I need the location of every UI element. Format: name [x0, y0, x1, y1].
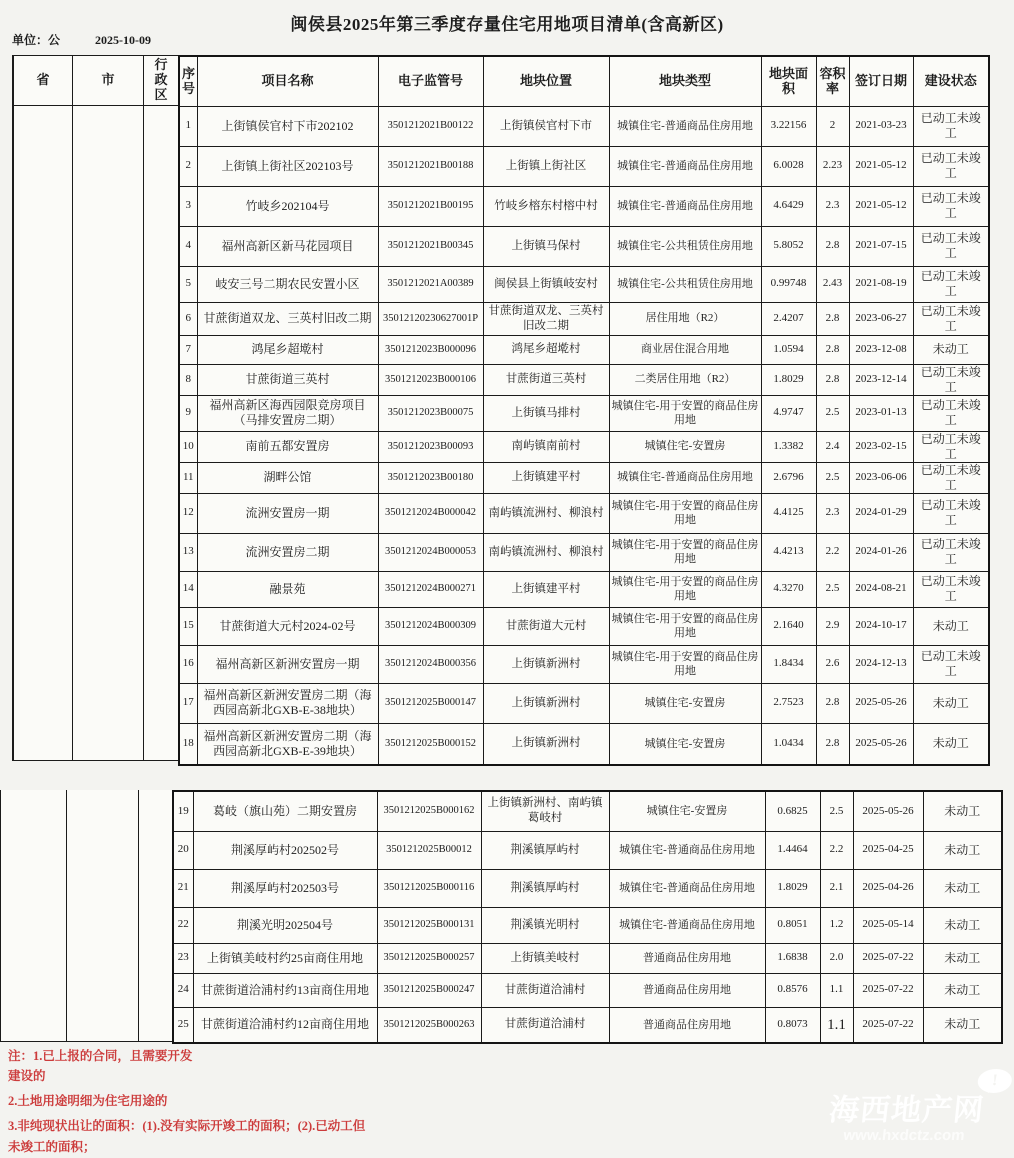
cell-location: 上街镇马排村 [483, 395, 609, 431]
cell-index: 18 [179, 723, 197, 765]
table-row [179, 723, 989, 765]
cell-index: 25 [173, 1007, 193, 1043]
cell-location: 上街镇美岐村 [481, 943, 609, 973]
cell-index: 4 [179, 226, 197, 266]
cell-far: 2.8 [816, 723, 849, 765]
footnotes [8, 1047, 648, 1158]
cell-far: 2.2 [816, 533, 849, 571]
cell-project-name: 流洲安置房二期 [197, 533, 378, 571]
cell-plot-type: 城镇住宅-普通商品住房用地 [609, 462, 761, 493]
cell-sign-date: 2021-05-12 [849, 146, 913, 186]
cell-status: 未动工 [923, 791, 1002, 831]
table-row [179, 226, 989, 266]
cell-location: 南屿镇流洲村、柳浪村 [483, 533, 609, 571]
cell-plot-type: 城镇住宅-用于安置的商品住房用地 [609, 645, 761, 683]
cell-plot-type: 普通商品住房用地 [609, 1007, 765, 1043]
cell-sign-date: 2025-07-22 [853, 1007, 923, 1043]
cell-index: 20 [173, 831, 193, 869]
cell-supervision-code: 3501212024B000271 [378, 571, 483, 607]
cell-plot-type: 城镇住宅-安置房 [609, 431, 761, 462]
cell-supervision-code: 3501212024B000042 [378, 493, 483, 533]
table-row [173, 973, 1002, 1007]
cell-project-name: 甘蔗街道三英村 [197, 364, 378, 395]
table-row [173, 869, 1002, 907]
table-row [179, 493, 989, 533]
cell-far: 2.3 [816, 186, 849, 226]
column-city-section1 [72, 55, 144, 761]
cell-location: 甘蔗街道洽浦村 [481, 1007, 609, 1043]
cell-supervision-code: 3501212023B000106 [378, 364, 483, 395]
cell-plot-area: 2.6796 [761, 462, 816, 493]
cell-plot-type: 城镇住宅-公共租赁住房用地 [609, 226, 761, 266]
cell-location: 上街镇上街社区 [483, 146, 609, 186]
cell-project-name: 福州高新区新洲安置房二期（海西园高新北GXB-E-39地块） [197, 723, 378, 765]
cell-index: 10 [179, 431, 197, 462]
cell-status: 已动工未竣工 [913, 106, 989, 146]
table-row [179, 364, 989, 395]
meta-line [12, 31, 151, 48]
cell-index: 24 [173, 973, 193, 1007]
cell-location: 上街镇马保村 [483, 226, 609, 266]
cell-index: 21 [173, 869, 193, 907]
cell-far: 2.43 [816, 266, 849, 302]
cell-supervision-code: 3501212025B000116 [377, 869, 481, 907]
cell-index: 6 [179, 302, 197, 335]
cell-project-name: 荆溪厚屿村202502号 [193, 831, 377, 869]
cell-plot-type: 城镇住宅-普通商品住房用地 [609, 831, 765, 869]
cell-sign-date: 2023-02-15 [849, 431, 913, 462]
cell-plot-type: 城镇住宅-用于安置的商品住房用地 [609, 571, 761, 607]
cell-location: 甘蔗街道洽浦村 [481, 973, 609, 1007]
table-row [179, 106, 989, 146]
cell-sign-date: 2024-10-17 [849, 607, 913, 645]
cell-far: 2.5 [820, 791, 853, 831]
cell-plot-area: 6.0028 [761, 146, 816, 186]
cell-location: 荆溪镇厚屿村 [481, 831, 609, 869]
cell-plot-type: 城镇住宅-安置房 [609, 791, 765, 831]
cell-plot-type: 商业居住混合用地 [609, 335, 761, 364]
cell-project-name: 甘蔗街道洽浦村约13亩商住用地 [193, 973, 377, 1007]
cell-sign-date: 2021-07-15 [849, 226, 913, 266]
cell-sign-date: 2025-04-25 [853, 831, 923, 869]
cell-plot-area: 1.6838 [765, 943, 820, 973]
cell-plot-type: 城镇住宅-用于安置的商品住房用地 [609, 607, 761, 645]
cell-supervision-code: 3501212025B00012 [377, 831, 481, 869]
cell-supervision-code: 3501212025B000147 [378, 683, 483, 723]
cell-status: 已动工未竣工 [913, 462, 989, 493]
unit-label: 单位：公 [12, 33, 61, 47]
cell-location: 南屿镇南前村 [483, 431, 609, 462]
cell-plot-type: 二类居住用地（R2） [609, 364, 761, 395]
table-row [179, 335, 989, 364]
cell-project-name: 福州高新区新洲安置房二期（海西园高新北GXB-E-38地块） [197, 683, 378, 723]
cell-plot-type: 城镇住宅-普通商品住房用地 [609, 907, 765, 943]
cell-index: 19 [173, 791, 193, 831]
cell-project-name: 湖畔公馆 [197, 462, 378, 493]
cell-plot-type: 城镇住宅-用于安置的商品住房用地 [609, 493, 761, 533]
cell-supervision-code: 3501212021B00188 [378, 146, 483, 186]
footnote-line: 未竣工的面积； [8, 1139, 96, 1154]
watermark-site-name: 海西地产网 [827, 1094, 986, 1127]
cell-index: 23 [173, 943, 193, 973]
cell-plot-area: 0.6825 [765, 791, 820, 831]
cell-plot-area: 1.8434 [761, 645, 816, 683]
cell-supervision-code: 3501212025B000131 [377, 907, 481, 943]
header-location: 地块位置 [483, 56, 609, 106]
cell-project-name: 福州高新区新洲安置房一期 [197, 645, 378, 683]
table-row [179, 431, 989, 462]
cell-location: 竹岐乡榕东村榕中村 [483, 186, 609, 226]
cell-plot-area: 0.99748 [761, 266, 816, 302]
table-row [179, 533, 989, 571]
footnote-line: 3.非纯现状出让的面积：(1).没有实际开竣工的面积；(2).已动工但 [8, 1119, 366, 1134]
cell-project-name: 葛岐（旗山苑）二期安置房 [193, 791, 377, 831]
cell-sign-date: 2021-03-23 [849, 106, 913, 146]
cell-sign-date: 2021-08-19 [849, 266, 913, 302]
cell-index: 16 [179, 645, 197, 683]
header-district: 行政区 [144, 56, 178, 106]
cell-far: 2.8 [816, 302, 849, 335]
header-far: 容积率 [816, 56, 849, 106]
header-supervision-code: 电子监管号 [378, 56, 483, 106]
cell-project-name: 甘蔗街道大元村2024-02号 [197, 607, 378, 645]
cell-project-name: 福州高新区海西园限竞房项目（马排安置房二期） [197, 395, 378, 431]
header-city: 市 [73, 56, 143, 106]
cell-status: 已动工未竣工 [913, 266, 989, 302]
table-row [173, 791, 1002, 831]
table-row [173, 1007, 1002, 1043]
table-row [179, 607, 989, 645]
cell-plot-area: 4.4213 [761, 533, 816, 571]
cell-far: 2.3 [816, 493, 849, 533]
cell-index: 7 [179, 335, 197, 364]
cell-sign-date: 2023-12-14 [849, 364, 913, 395]
cell-far: 2.1 [820, 869, 853, 907]
header-index: 序号 [179, 56, 197, 106]
cell-status: 未动工 [923, 1007, 1002, 1043]
cell-far: 2.23 [816, 146, 849, 186]
cell-project-name: 荆溪光明202504号 [193, 907, 377, 943]
cell-plot-area: 1.4464 [765, 831, 820, 869]
cell-plot-area: 2.7523 [761, 683, 816, 723]
cell-status: 未动工 [923, 943, 1002, 973]
header-plot-area: 地块面积 [761, 56, 816, 106]
cell-sign-date: 2024-01-26 [849, 533, 913, 571]
cell-location: 荆溪镇光明村 [481, 907, 609, 943]
table-row [179, 146, 989, 186]
cell-plot-type: 城镇住宅-安置房 [609, 723, 761, 765]
table-row [179, 683, 989, 723]
cell-index: 17 [179, 683, 197, 723]
cell-location: 鸿尾乡超墘村 [483, 335, 609, 364]
cell-far: 2.2 [820, 831, 853, 869]
header-sign-date: 签订日期 [849, 56, 913, 106]
cell-far: 2.8 [816, 683, 849, 723]
cell-project-name: 上街镇侯官村下市202102 [197, 106, 378, 146]
cell-plot-area: 2.4207 [761, 302, 816, 335]
cell-location: 荆溪镇厚屿村 [481, 869, 609, 907]
cell-project-name: 流洲安置房一期 [197, 493, 378, 533]
cell-status: 未动工 [913, 723, 989, 765]
cell-supervision-code: 3501212025B000152 [378, 723, 483, 765]
cell-project-name: 鸿尾乡超墘村 [197, 335, 378, 364]
cell-supervision-code: 3501212025B000247 [377, 973, 481, 1007]
page-title: 闽侯县2025年第三季度存量住宅用地项目清单(含高新区) [290, 15, 724, 34]
cell-status: 未动工 [913, 683, 989, 723]
column-city-section2 [66, 790, 139, 1042]
cell-sign-date: 2025-04-26 [853, 869, 923, 907]
cell-far: 2 [816, 106, 849, 146]
cell-index: 13 [179, 533, 197, 571]
cell-supervision-code: 3501212024B000309 [378, 607, 483, 645]
cell-supervision-code: 3501212024B000356 [378, 645, 483, 683]
cell-status: 已动工未竣工 [913, 186, 989, 226]
cell-far: 2.9 [816, 607, 849, 645]
cell-supervision-code: 35012120230627001P [378, 302, 483, 335]
cell-status: 已动工未竣工 [913, 533, 989, 571]
table-row [173, 831, 1002, 869]
cell-status: 未动工 [923, 869, 1002, 907]
watermark-exclamation-glyph: ! [991, 1072, 999, 1089]
cell-plot-type: 城镇住宅-用于安置的商品住房用地 [609, 533, 761, 571]
cell-status: 已动工未竣工 [913, 146, 989, 186]
cell-far: 2.5 [816, 571, 849, 607]
cell-location: 甘蔗街道双龙、三英村旧改二期 [483, 302, 609, 335]
cell-project-name: 岐安三号二期农民安置小区 [197, 266, 378, 302]
cell-status: 已动工未竣工 [913, 395, 989, 431]
cell-status: 已动工未竣工 [913, 226, 989, 266]
cell-plot-area: 0.8051 [765, 907, 820, 943]
watermark [803, 1072, 1010, 1149]
cell-location: 上街镇新洲村、南屿镇葛岐村 [481, 791, 609, 831]
cell-project-name: 荆溪厚屿村202503号 [193, 869, 377, 907]
table-row [179, 395, 989, 431]
table-row [179, 462, 989, 493]
cell-plot-area: 0.8073 [765, 1007, 820, 1043]
table-row [179, 571, 989, 607]
cell-status: 未动工 [923, 831, 1002, 869]
land-projects-table-section2 [172, 790, 1003, 1044]
cell-sign-date: 2023-06-27 [849, 302, 913, 335]
cell-location: 上街镇建平村 [483, 462, 609, 493]
cell-plot-area: 4.6429 [761, 186, 816, 226]
cell-location: 上街镇新洲村 [483, 683, 609, 723]
cell-plot-area: 4.3270 [761, 571, 816, 607]
cell-plot-type: 城镇住宅-用于安置的商品住房用地 [609, 395, 761, 431]
cell-plot-type: 普通商品住房用地 [609, 943, 765, 973]
cell-index: 12 [179, 493, 197, 533]
cell-supervision-code: 3501212023B00093 [378, 431, 483, 462]
cell-sign-date: 2025-05-14 [853, 907, 923, 943]
column-district-section2 [138, 790, 173, 1042]
footnote-line: 注：1.已上报的合同，且需要开发 [8, 1049, 193, 1063]
cell-index: 5 [179, 266, 197, 302]
header-project-name: 项目名称 [197, 56, 378, 106]
cell-plot-area: 1.8029 [765, 869, 820, 907]
cell-status: 已动工未竣工 [913, 431, 989, 462]
cell-location: 上街镇建平村 [483, 571, 609, 607]
cell-supervision-code: 3501212024B000053 [378, 533, 483, 571]
cell-status: 未动工 [923, 973, 1002, 1007]
cell-plot-type: 城镇住宅-普通商品住房用地 [609, 186, 761, 226]
cell-supervision-code: 3501212021A00389 [378, 266, 483, 302]
cell-location: 甘蔗街道三英村 [483, 364, 609, 395]
cell-index: 11 [179, 462, 197, 493]
cell-plot-type: 居住用地（R2） [609, 302, 761, 335]
cell-sign-date: 2025-05-26 [849, 683, 913, 723]
cell-far: 2.5 [816, 395, 849, 431]
cell-index: 9 [179, 395, 197, 431]
cell-status: 已动工未竣工 [913, 493, 989, 533]
cell-status: 已动工未竣工 [913, 571, 989, 607]
cell-sign-date: 2023-06-06 [849, 462, 913, 493]
cell-status: 未动工 [923, 907, 1002, 943]
cell-far: 2.8 [816, 226, 849, 266]
table-row [179, 302, 989, 335]
cell-plot-area: 1.0434 [761, 723, 816, 765]
cell-sign-date: 2025-07-22 [853, 943, 923, 973]
cell-location: 上街镇新洲村 [483, 645, 609, 683]
column-province-section1 [12, 55, 73, 761]
cell-supervision-code: 3501212023B00075 [378, 395, 483, 431]
cell-plot-area: 1.3382 [761, 431, 816, 462]
cell-project-name: 上街镇上街社区202103号 [197, 146, 378, 186]
cell-status: 已动工未竣工 [913, 302, 989, 335]
cell-plot-area: 4.9747 [761, 395, 816, 431]
cell-far: 1.1 [820, 973, 853, 1007]
cell-plot-area: 1.8029 [761, 364, 816, 395]
cell-plot-type: 城镇住宅-普通商品住房用地 [609, 869, 765, 907]
cell-sign-date: 2023-01-13 [849, 395, 913, 431]
cell-plot-area: 5.8052 [761, 226, 816, 266]
cell-status: 未动工 [913, 607, 989, 645]
cell-project-name: 福州高新区新马花园项目 [197, 226, 378, 266]
cell-sign-date: 2024-08-21 [849, 571, 913, 607]
cell-sign-date: 2024-01-29 [849, 493, 913, 533]
cell-index: 8 [179, 364, 197, 395]
cell-far: 2.4 [816, 431, 849, 462]
cell-sign-date: 2021-05-12 [849, 186, 913, 226]
cell-far: 2.6 [816, 645, 849, 683]
land-projects-table-section1 [178, 55, 990, 766]
cell-index: 2 [179, 146, 197, 186]
cell-sign-date: 2025-05-26 [853, 791, 923, 831]
cell-far: 2.8 [816, 335, 849, 364]
cell-plot-area: 0.8576 [765, 973, 820, 1007]
cell-index: 15 [179, 607, 197, 645]
cell-supervision-code: 3501212023B00180 [378, 462, 483, 493]
cell-far: 2.5 [816, 462, 849, 493]
cell-index: 14 [179, 571, 197, 607]
footnote-line: 2.土地用途明细为住宅用途的 [8, 1094, 168, 1109]
cell-supervision-code: 3501212025B000162 [377, 791, 481, 831]
cell-plot-area: 2.1640 [761, 607, 816, 645]
cell-location: 甘蔗街道大元村 [483, 607, 609, 645]
cell-sign-date: 2023-12-08 [849, 335, 913, 364]
cell-plot-type: 城镇住宅-普通商品住房用地 [609, 146, 761, 186]
cell-plot-area: 1.0594 [761, 335, 816, 364]
cell-supervision-code: 3501212021B00195 [378, 186, 483, 226]
cell-plot-area: 4.4125 [761, 493, 816, 533]
cell-supervision-code: 3501212025B000263 [377, 1007, 481, 1043]
cell-plot-area: 3.22156 [761, 106, 816, 146]
table-row [179, 186, 989, 226]
cell-plot-type: 普通商品住房用地 [609, 973, 765, 1007]
header-status: 建设状态 [913, 56, 989, 106]
cell-far: 1.1 [820, 1007, 853, 1043]
cell-index: 3 [179, 186, 197, 226]
cell-plot-type: 城镇住宅-公共租赁住房用地 [609, 266, 761, 302]
cell-supervision-code: 3501212023B000096 [378, 335, 483, 364]
cell-far: 1.2 [820, 907, 853, 943]
cell-location: 闽侯县上街镇岐安村 [483, 266, 609, 302]
cell-status: 已动工未竣工 [913, 645, 989, 683]
cell-status: 已动工未竣工 [913, 364, 989, 395]
cell-project-name: 甘蔗街道双龙、三英村旧改二期 [197, 302, 378, 335]
cell-project-name: 甘蔗街道洽浦村约12亩商住用地 [193, 1007, 377, 1043]
table-row [179, 645, 989, 683]
cell-plot-type: 城镇住宅-安置房 [609, 683, 761, 723]
cell-sign-date: 2025-05-26 [849, 723, 913, 765]
table-header-row [179, 56, 989, 106]
cell-project-name: 融景苑 [197, 571, 378, 607]
cell-project-name: 上街镇美岐村约25亩商住用地 [193, 943, 377, 973]
column-province-section2 [0, 790, 67, 1042]
cell-index: 1 [179, 106, 197, 146]
report-date: 2025-10-09 [95, 33, 152, 47]
table-row [179, 266, 989, 302]
cell-location: 上街镇侯官村下市 [483, 106, 609, 146]
cell-status: 未动工 [913, 335, 989, 364]
watermark-site-url: www.hxdctz.com [842, 1127, 966, 1144]
footnote-line: 建设的 [8, 1069, 46, 1084]
header-plot-type: 地块类型 [609, 56, 761, 106]
cell-location: 南屿镇流洲村、柳浪村 [483, 493, 609, 533]
table-row [173, 907, 1002, 943]
cell-project-name: 南前五都安置房 [197, 431, 378, 462]
cell-supervision-code: 3501212021B00122 [378, 106, 483, 146]
cell-location: 上街镇新洲村 [483, 723, 609, 765]
cell-far: 2.8 [816, 364, 849, 395]
cell-index: 22 [173, 907, 193, 943]
column-district-section1 [143, 55, 179, 761]
header-province: 省 [14, 56, 72, 106]
cell-plot-type: 城镇住宅-普通商品住房用地 [609, 106, 761, 146]
cell-far: 2.0 [820, 943, 853, 973]
cell-supervision-code: 3501212025B000257 [377, 943, 481, 973]
cell-sign-date: 2025-07-22 [853, 973, 923, 1007]
cell-project-name: 竹岐乡202104号 [197, 186, 378, 226]
table-row [173, 943, 1002, 973]
cell-supervision-code: 3501212021B00345 [378, 226, 483, 266]
cell-sign-date: 2024-12-13 [849, 645, 913, 683]
